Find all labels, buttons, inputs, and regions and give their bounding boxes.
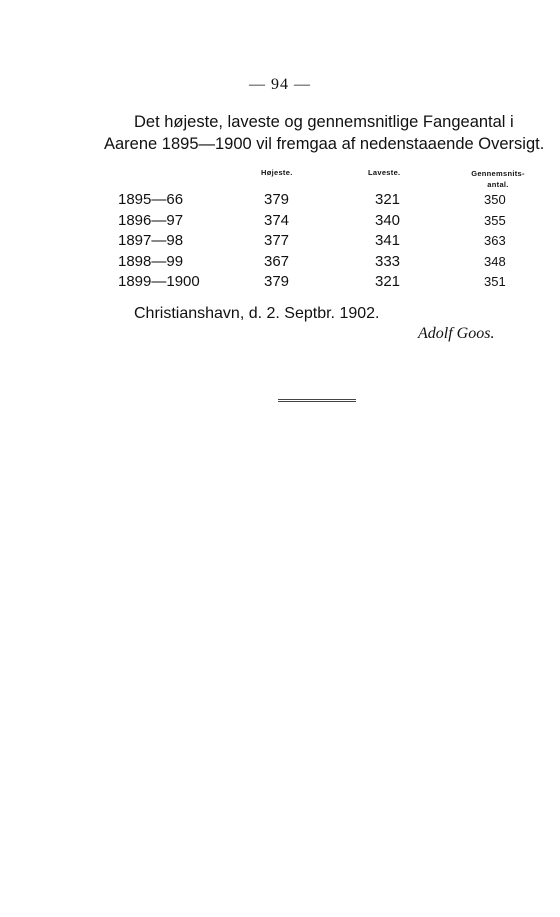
low-cell: 333: [375, 252, 401, 270]
heading-line-1: Det højeste, laveste og gennemsnitlige Fangeantal i: [134, 113, 514, 131]
average-cell: 350: [484, 192, 506, 207]
low-cell: 340: [375, 211, 401, 229]
signature: Adolf Goos.: [418, 325, 495, 342]
column-header-average-line-2: antal.: [487, 180, 509, 189]
table-row: [0, 191, 560, 212]
high-cell: 379: [264, 191, 290, 208]
table-row: [0, 232, 560, 253]
average-cell: 348: [484, 253, 506, 269]
high-cell: 379: [264, 273, 290, 290]
high-cell: 367: [264, 252, 290, 270]
column-header-average-line-1: Gennemsnits-: [471, 169, 525, 178]
table-row: [0, 212, 560, 233]
year-cell: 1895—66: [118, 191, 184, 208]
column-header-low: Laveste.: [368, 168, 401, 177]
low-cell: 341: [375, 232, 401, 249]
year-cell: 1898—99: [118, 252, 184, 270]
table-row: [0, 253, 560, 274]
average-cell: 363: [484, 233, 506, 248]
rule-line: [278, 399, 356, 400]
year-cell: 1897—98: [118, 232, 184, 249]
column-header-average: [466, 168, 530, 190]
year-cell: 1899—1900: [118, 273, 200, 290]
column-header-high: Højeste.: [261, 168, 293, 177]
table-row: [0, 273, 560, 294]
average-cell: 355: [484, 212, 506, 228]
statistics-table: [0, 191, 560, 294]
page-number: — 94 —: [249, 76, 311, 93]
low-cell: 321: [375, 273, 401, 290]
average-cell: 351: [484, 274, 506, 289]
closing-rule: [278, 399, 356, 403]
low-cell: 321: [375, 191, 401, 208]
place-and-date: Christianshavn, d. 2. Septbr. 1902.: [134, 305, 380, 322]
year-cell: 1896—97: [118, 211, 184, 229]
high-cell: 377: [264, 232, 290, 249]
rule-line: [278, 401, 356, 402]
heading-line-2: Aarene 1895—1900 vil fremgaa af nedenstaaende Oversigt.: [104, 135, 545, 153]
high-cell: 374: [264, 211, 290, 229]
